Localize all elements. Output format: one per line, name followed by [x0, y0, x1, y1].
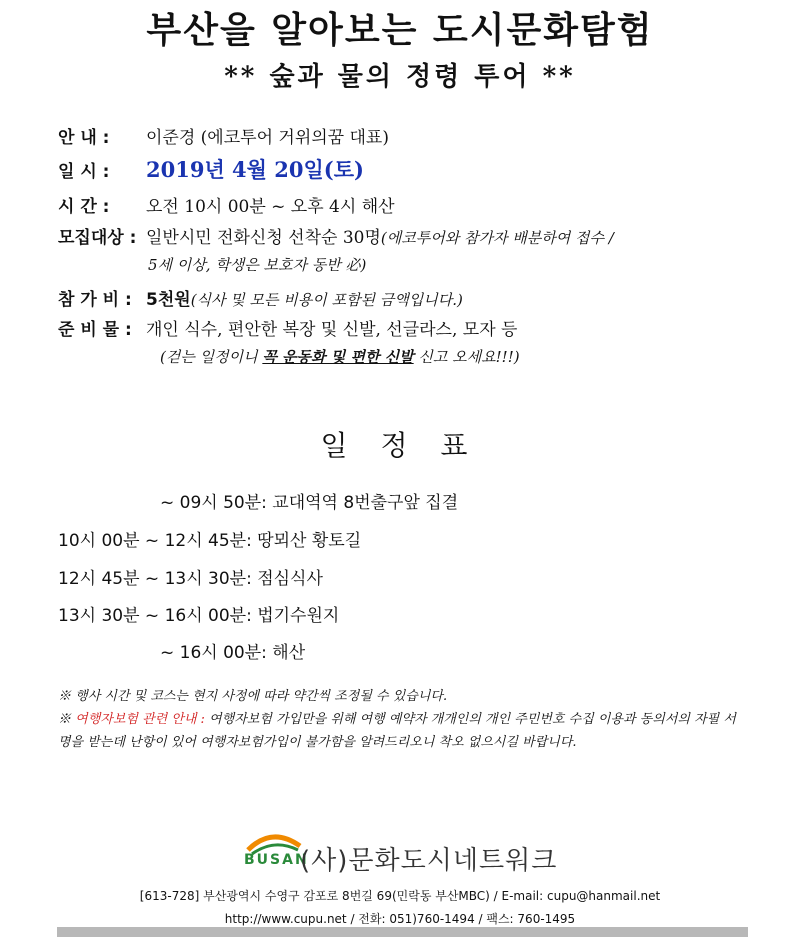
prep-note-post: 신고 오세요!!!)	[413, 348, 520, 366]
page-title: 부산을 알아보는 도시문화탐험	[146, 10, 654, 51]
recruit-value: 일반시민 전화신청 선착순 30명	[146, 228, 381, 248]
prep-value: 개인 식수, 편안한 복장 및 신발, 선글라스, 모자 등	[146, 320, 518, 340]
footer-divider	[57, 927, 748, 937]
info-time	[58, 192, 395, 217]
footer-contact: http://www.cupu.net / 전화: 051)760-1494 / 팩스: 760-1495	[224, 912, 576, 926]
prep-note-emphasis: 꼭 운동화 및 편한 신발	[262, 348, 414, 366]
note-schedule-change: ※ 행사 시간 및 코스는 현지 사정에 따라 약간씩 조정될 수 있습니다.	[58, 689, 448, 704]
info-prep	[58, 315, 517, 340]
info-fee	[58, 285, 463, 310]
footer-address: [613-728] 부산광역시 수영구 감포로 8번길 69(민락동 부산MBC) / E-mail: cupu@hanmail.net	[139, 889, 661, 903]
info-recruit	[58, 223, 614, 248]
recruit-note-2: 5세 이상, 학생은 보호자 동반 必)	[148, 256, 367, 274]
info-date	[58, 154, 364, 184]
fee-note: (식사 및 모든 비용이 포함된 금액입니다.)	[190, 291, 463, 309]
fee-value: 5천원	[146, 290, 191, 310]
schedule-item: 10시 00분 ~ 12시 45분: 땅뫼산 황토길	[58, 531, 362, 551]
guide-value: 이준경 (에코투어 거위의꿈 대표)	[146, 128, 389, 148]
date-value: 2019년 4월 20일(토)	[146, 157, 364, 182]
note-insurance-heading: 여행자보험 관련 안내 :	[75, 712, 205, 727]
fee-label: 참 가 비 :	[58, 290, 132, 310]
schedule-item: ~ 09시 50분: 교대역역 8번출구앞 집결	[160, 493, 459, 513]
info-guide	[58, 123, 389, 148]
guide-label: 안 내 :	[58, 128, 110, 148]
schedule-item: ~ 16시 00분: 해산	[160, 643, 306, 663]
recruit-label: 모집대상 :	[58, 228, 137, 248]
time-label: 시 간 :	[58, 197, 110, 217]
note-insurance	[58, 708, 748, 754]
schedule-item: 12시 45분 ~ 13시 30분: 점심식사	[58, 569, 323, 589]
page-subtitle: ** 숲과 물의 정령 투어 **	[224, 62, 576, 92]
note-insurance-mark: ※	[58, 712, 76, 727]
schedule-item: 13시 30분 ~ 16시 00분: 법기수원지	[58, 606, 340, 626]
prep-note	[160, 346, 520, 367]
prep-label: 준 비 물 :	[58, 320, 132, 340]
time-value: 오전 10시 00분 ~ 오후 4시 해산	[146, 197, 395, 217]
org-name: (사)문화도시네트워크	[300, 846, 558, 876]
date-label: 일 시 :	[58, 162, 110, 182]
note-insurance-text: 여행자보험 가입만을 위해 여행 예약자 개개인의 개인 주민번호 수집 이용과 동의서의 자필 서명을 받는데 난항이 있어 여행자보험가입이 불가함을 알려드리오니 착오 없으시길 바랍니다.	[58, 712, 736, 750]
recruit-note-1: (에코투어와 참가자 배분하여 접수 /	[380, 229, 614, 247]
prep-note-pre: (걷는 일정이니	[160, 348, 263, 366]
logo-busan-text: BUSAN	[244, 852, 309, 868]
schedule-title: 일 정 표	[320, 429, 480, 462]
